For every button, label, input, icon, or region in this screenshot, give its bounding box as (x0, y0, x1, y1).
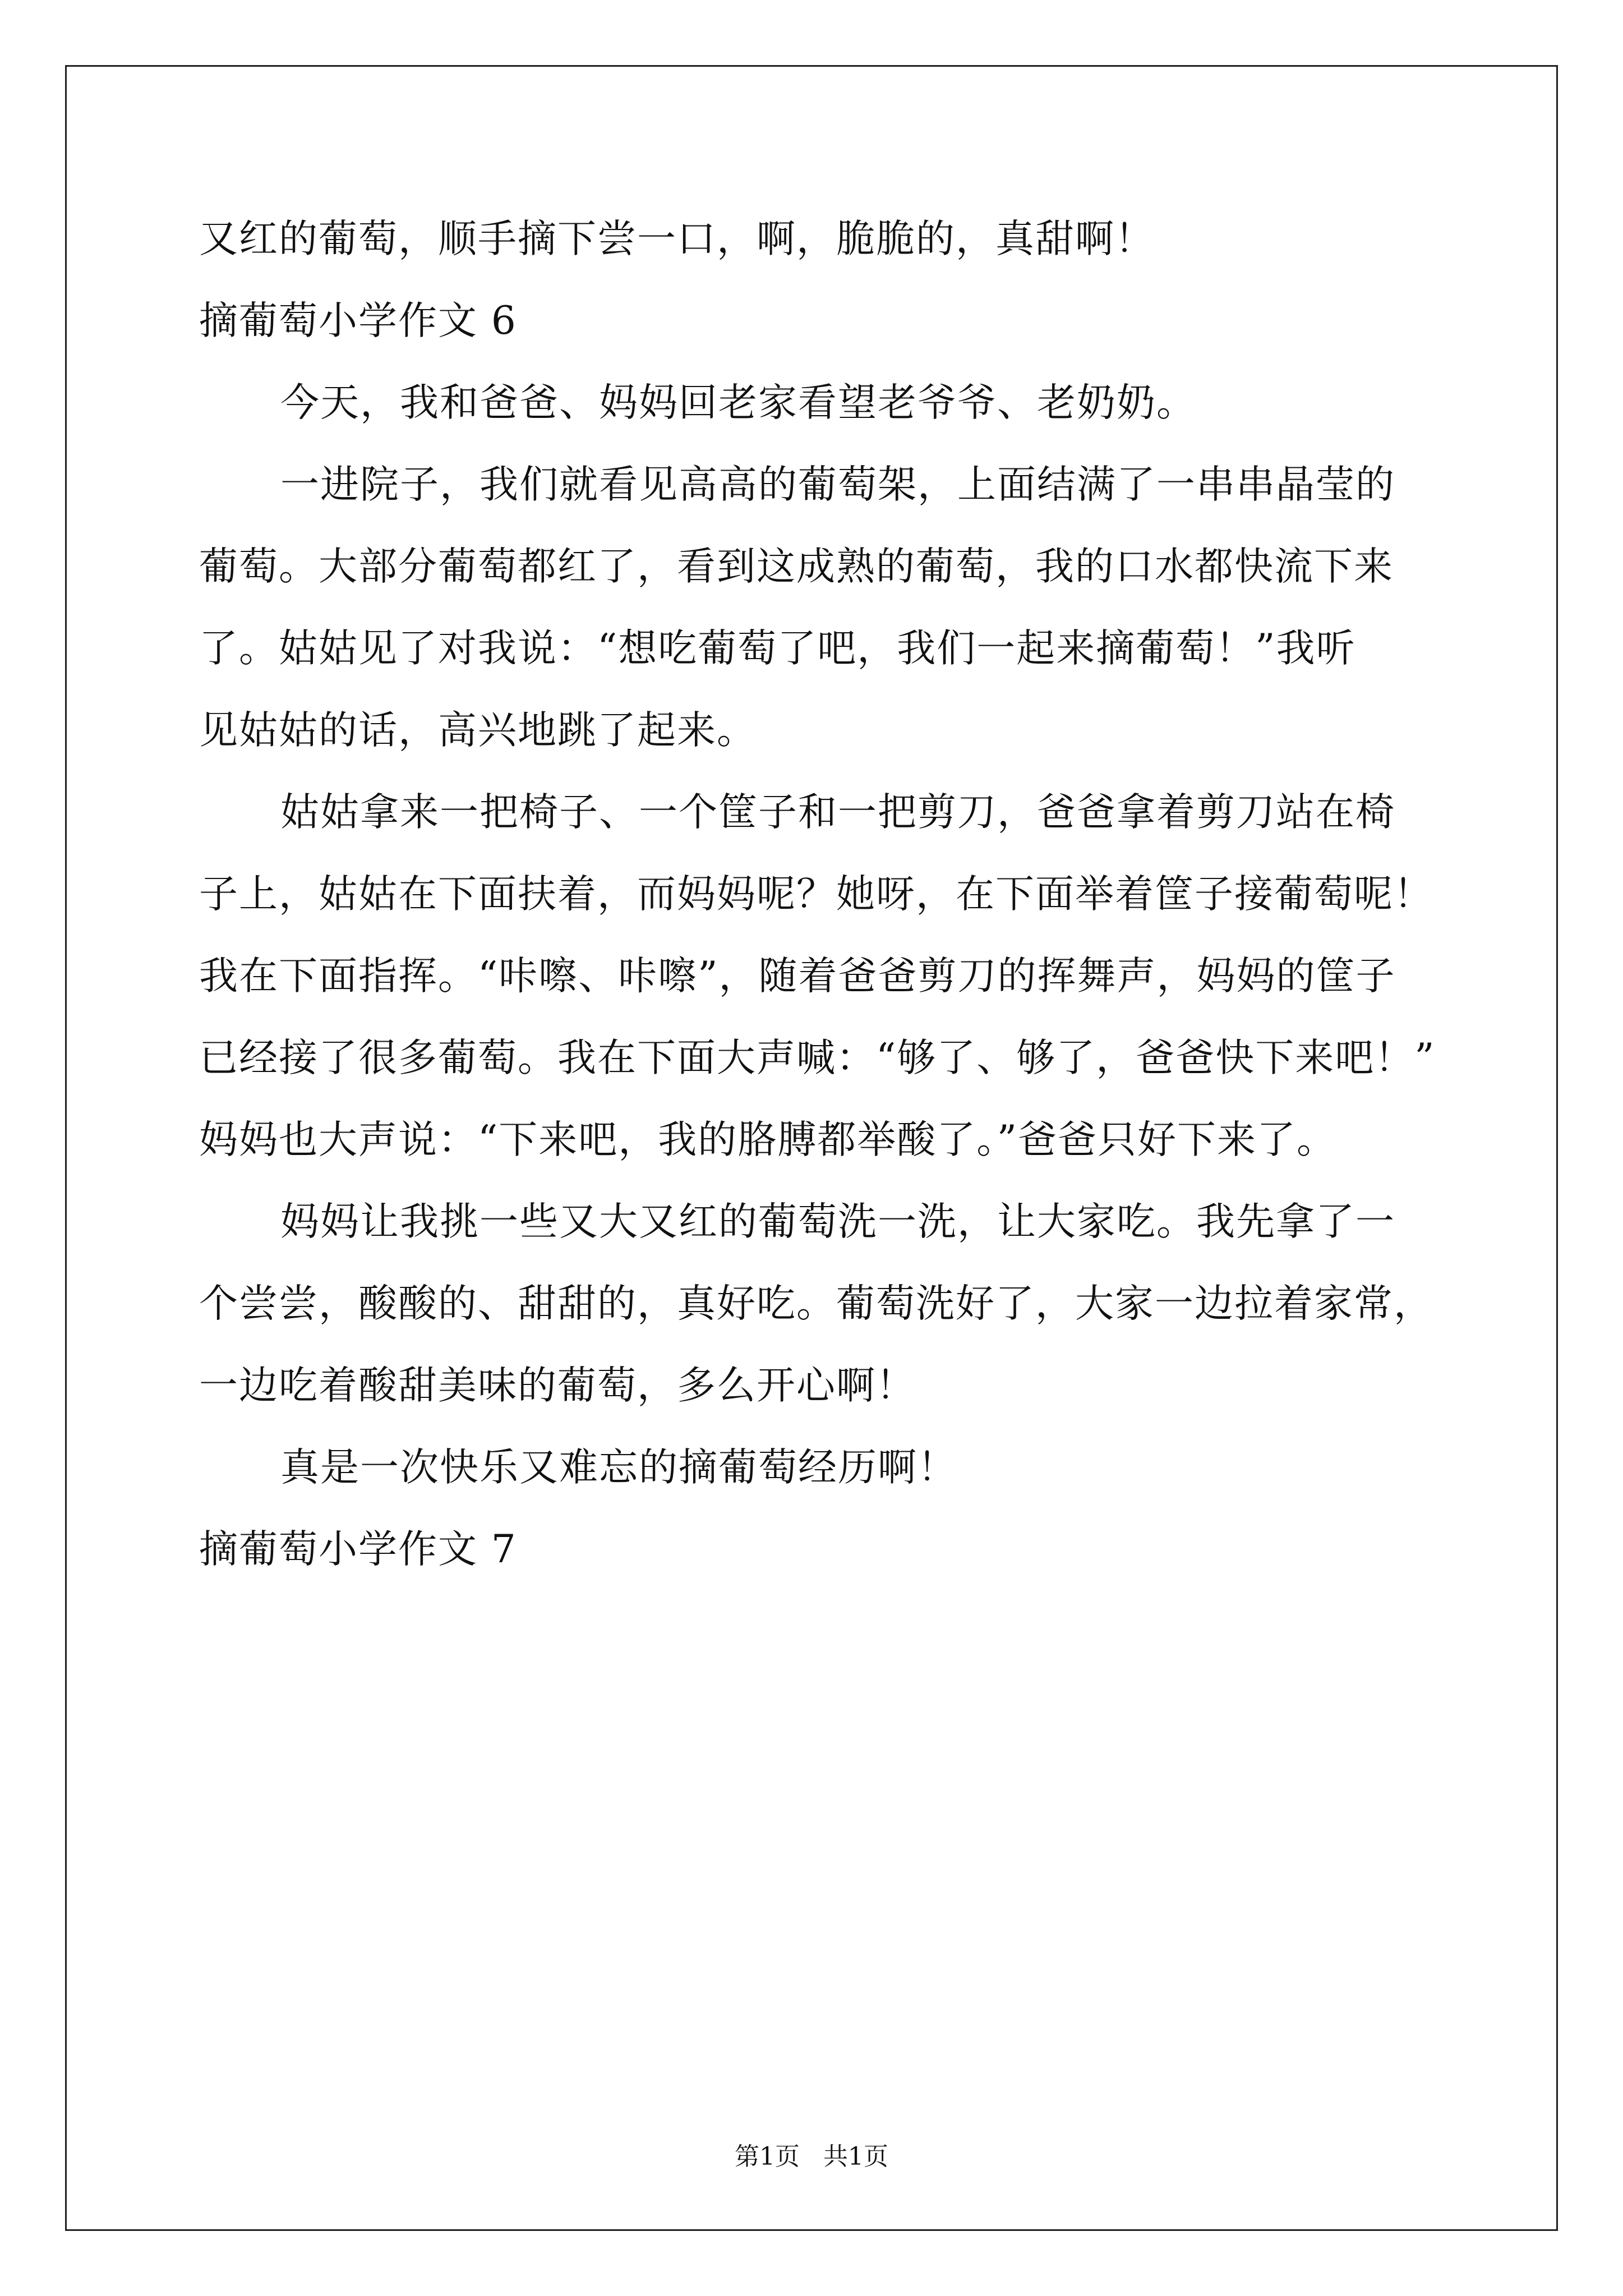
body-text-line: 我在下面指挥。“咔嚓、咔嚓”，随着爸爸剪刀的挥舞声，妈妈的筐子 (199, 954, 1396, 999)
section-heading: 摘葡萄小学作文 7 (199, 1527, 517, 1572)
body-text-line: 了。姑姑见了对我说：“想吃葡萄了吧，我们一起来摘葡萄！”我听 (199, 626, 1356, 671)
body-text-line: 见姑姑的话，高兴地跳了起来。 (199, 708, 757, 753)
paragraph-start-line: 今天，我和爸爸、妈妈回老家看望老爷爷、老奶奶。 (280, 380, 1196, 425)
paragraph-start-line: 妈妈让我挑一些又大又红的葡萄洗一洗，让大家吃。我先拿了一 (280, 1199, 1395, 1244)
body-text-line: 葡萄。大部分葡萄都红了，看到这成熟的葡萄，我的口水都快流下来 (199, 544, 1394, 589)
section-heading: 摘葡萄小学作文 6 (199, 298, 517, 343)
paragraph-start-line: 一进院子，我们就看见高高的葡萄架，上面结满了一串串晶莹的 (280, 462, 1395, 507)
body-text-line: 妈妈也大声说：“下来吧，我的胳膊都举酸了。”爸爸只好下来了。 (199, 1117, 1337, 1162)
body-text-line: 子上，姑姑在下面扶着，而妈妈呢？她呀，在下面举着筐子接葡萄呢！ (199, 872, 1433, 917)
body-text-line: 一边吃着酸甜美味的葡萄，多么开心啊！ (199, 1363, 916, 1408)
paragraph-start-line: 真是一次快乐又难忘的摘葡萄经历啊！ (280, 1445, 957, 1490)
body-text-line: 已经接了很多葡萄。我在下面大声喊：“够了、够了，爸爸快下来吧！” (199, 1036, 1436, 1080)
page-number-footer: 第1页 共1页 (735, 2142, 888, 2171)
paragraph-start-line: 姑姑拿来一把椅子、一个筐子和一把剪刀，爸爸拿着剪刀站在椅 (280, 790, 1395, 835)
body-text-line: 又红的葡萄，顺手摘下尝一口，啊，脆脆的，真甜啊！ (199, 217, 1155, 261)
body-text-line: 个尝尝，酸酸的、甜甜的，真好吃。葡萄洗好了，大家一边拉着家常， (199, 1281, 1433, 1326)
